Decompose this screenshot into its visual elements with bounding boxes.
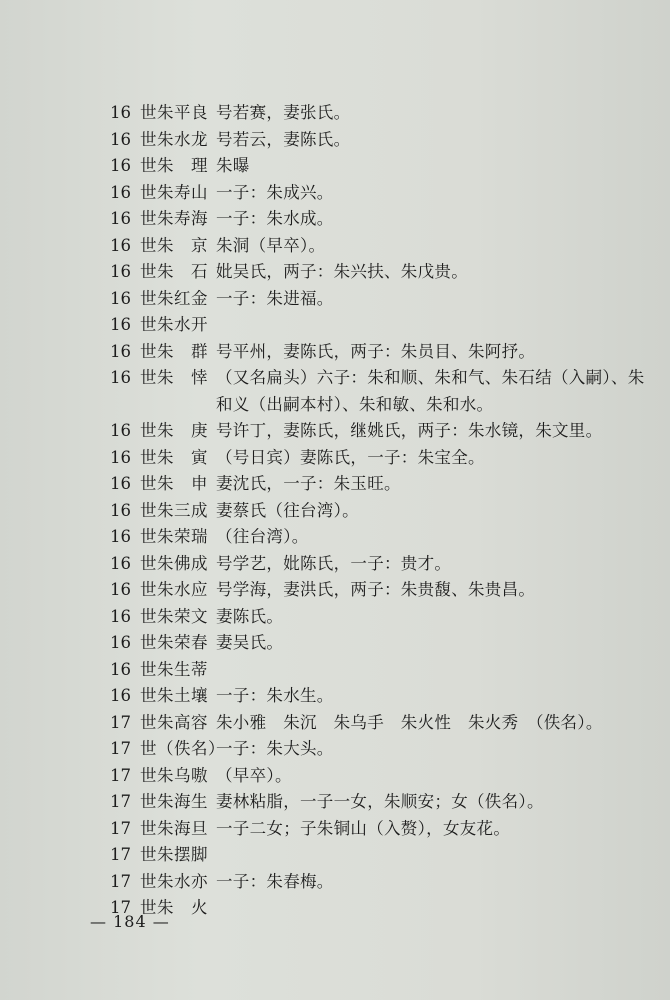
person-name: 世朱 理: [140, 156, 208, 175]
entry-description: （号日宾）妻陈氏，一子：朱宝全。: [216, 447, 485, 467]
generation-number: 16: [110, 500, 131, 520]
entry-description: 号若云，妻陈氏。: [216, 129, 351, 149]
genealogy-entry: [110, 577, 650, 604]
genealogy-entry: [110, 180, 650, 207]
genealogy-entry: [110, 816, 650, 843]
generation-number: 17: [110, 845, 131, 864]
page-number: — 184 —: [90, 912, 170, 931]
entry-description: （又名扁头）六子：朱和顺、朱和气、朱石结（入嗣）、朱和义（出嗣本村）、朱和敏、朱和水。: [216, 368, 645, 414]
genealogy-entry: [110, 736, 650, 763]
generation-number: 17: [110, 818, 131, 838]
person-name: 世朱水亦: [140, 871, 208, 891]
generation-number: 16: [110, 156, 131, 175]
person-name: 世朱海生: [140, 792, 208, 811]
genealogy-entry: [110, 259, 650, 286]
entry-description: （早卒）。: [216, 765, 292, 785]
genealogy-entry: [110, 339, 650, 366]
person-name: 世朱摆脚: [140, 845, 208, 864]
entry-description: 朱小雅 朱沉 朱乌手 朱火性 朱火秀 （佚名）。: [216, 712, 603, 732]
generation-number: 17: [110, 765, 131, 785]
person-name: 世朱水开: [140, 315, 208, 334]
genealogy-entry: [110, 365, 650, 418]
person-name: 世朱寿山: [140, 182, 208, 202]
generation-number: 16: [110, 182, 131, 202]
person-name: 世朱水龙: [140, 129, 208, 149]
genealogy-entry: [110, 471, 650, 498]
person-name: 世朱荣春: [140, 633, 208, 652]
genealogy-entry: [110, 869, 650, 896]
entry-description: 妻沈氏，一子：朱玉旺。: [216, 474, 401, 493]
genealogy-entry: [110, 630, 650, 657]
generation-number: 16: [110, 341, 131, 361]
genealogy-entry: [110, 100, 650, 127]
genealogy-entry: [110, 842, 650, 869]
entry-description: 妻蔡氏（往台湾）。: [216, 500, 359, 520]
genealogy-entry: [110, 524, 650, 551]
genealogy-entry: [110, 763, 650, 790]
person-name: 世朱荣文: [140, 606, 208, 626]
genealogy-entry: [110, 498, 650, 525]
genealogy-entry: [110, 604, 650, 631]
genealogy-entry: [110, 153, 650, 180]
entry-description: 号若赛，妻张氏。: [216, 103, 351, 122]
person-name: 世朱乌嗷: [140, 765, 208, 785]
person-name: 世朱 火: [140, 898, 208, 917]
generation-number: 16: [110, 686, 131, 705]
entry-description: 号平州，妻陈氏，两子：朱员目、朱阿抒。: [216, 341, 536, 361]
entry-description: 一子：朱春梅。: [216, 871, 334, 891]
generation-number: 17: [110, 871, 131, 891]
generation-number: 17: [110, 792, 131, 811]
entry-description: 一子：朱成兴。: [216, 182, 334, 202]
entry-description: （往台湾）。: [216, 527, 309, 546]
person-name: 世朱 庚: [140, 421, 208, 440]
person-name: 世朱 寅: [140, 447, 208, 467]
genealogy-entry: [110, 657, 650, 684]
entry-description: 号学海，妻洪氏，两子：朱贵馥、朱贵昌。: [216, 580, 536, 599]
person-name: 世朱土壤: [140, 686, 208, 705]
person-name: 世朱佛成: [140, 553, 208, 573]
entry-description: 一子：朱水成。: [216, 209, 334, 228]
person-name: 世朱 群: [140, 341, 208, 361]
entry-description: 一子：朱大头。: [216, 739, 334, 758]
generation-number: 16: [110, 209, 131, 228]
person-name: 世朱 申: [140, 474, 208, 493]
genealogy-entry: [110, 418, 650, 445]
generation-number: 16: [110, 447, 131, 467]
entry-description: 一子：朱进福。: [216, 288, 334, 308]
generation-number: 16: [110, 474, 131, 493]
person-name: 世朱 京: [140, 235, 208, 255]
generation-number: 16: [110, 580, 131, 599]
generation-number: 16: [110, 129, 131, 149]
person-name: 世朱 悻: [140, 368, 208, 387]
entry-description: 妻陈氏。: [216, 606, 284, 626]
genealogy-entry: [110, 206, 650, 233]
generation-number: 16: [110, 235, 131, 255]
person-name: 世朱三成: [140, 500, 208, 520]
person-name: 世朱生蒂: [140, 659, 208, 679]
entry-description: 朱洞（早卒）。: [216, 235, 326, 255]
generation-number: 17: [110, 712, 131, 732]
generation-number: 17: [110, 739, 131, 758]
entry-description: 号许丁，妻陈氏，继姚氏，两子：朱水镜，朱文里。: [216, 421, 603, 440]
genealogy-entry: [110, 551, 650, 578]
generation-number: 16: [110, 527, 131, 546]
entry-description: 号学艺，妣陈氏，一子：贵才。: [216, 553, 452, 573]
entry-description: 朱曝: [216, 156, 250, 175]
genealogy-entry: [110, 445, 650, 472]
genealogy-entry: [110, 683, 650, 710]
generation-number: 16: [110, 262, 131, 281]
genealogy-list: [110, 100, 650, 922]
genealogy-entry: [110, 312, 650, 339]
genealogy-entry: [110, 789, 650, 816]
entry-description: 一子：朱水生。: [216, 686, 334, 705]
person-name: 世朱海旦: [140, 818, 208, 838]
person-name: 世朱寿海: [140, 209, 208, 228]
generation-number: 16: [110, 421, 131, 440]
genealogy-entry: [110, 127, 650, 154]
generation-number: 16: [110, 288, 131, 308]
person-name: 世朱荣瑞: [140, 527, 208, 546]
genealogy-entry: [110, 286, 650, 313]
entry-description: 妣吴氏，两子：朱兴扶、朱戊贵。: [216, 262, 468, 281]
genealogy-entry: [110, 233, 650, 260]
generation-number: 16: [110, 633, 131, 652]
entry-description: 一子二女；子朱铜山（入赘），女友花。: [216, 818, 511, 838]
person-name: 世朱高容: [140, 712, 208, 732]
genealogy-entry: [110, 895, 650, 922]
generation-number: 16: [110, 315, 131, 334]
generation-number: 17: [110, 898, 131, 917]
generation-number: 16: [110, 368, 131, 387]
entry-description: 妻林粘脂，一子一女，朱顺安；女（佚名）。: [216, 792, 544, 811]
generation-number: 16: [110, 103, 131, 122]
generation-number: 16: [110, 553, 131, 573]
person-name: 世朱平良: [140, 103, 208, 122]
generation-number: 16: [110, 606, 131, 626]
person-name: 世朱水应: [140, 580, 208, 599]
person-name: 世朱红金: [140, 288, 208, 308]
entry-description: 妻吴氏。: [216, 633, 284, 652]
person-name: 世（佚名）: [140, 739, 225, 758]
person-name: 世朱 石: [140, 262, 208, 281]
genealogy-entry: [110, 710, 650, 737]
generation-number: 16: [110, 659, 131, 679]
